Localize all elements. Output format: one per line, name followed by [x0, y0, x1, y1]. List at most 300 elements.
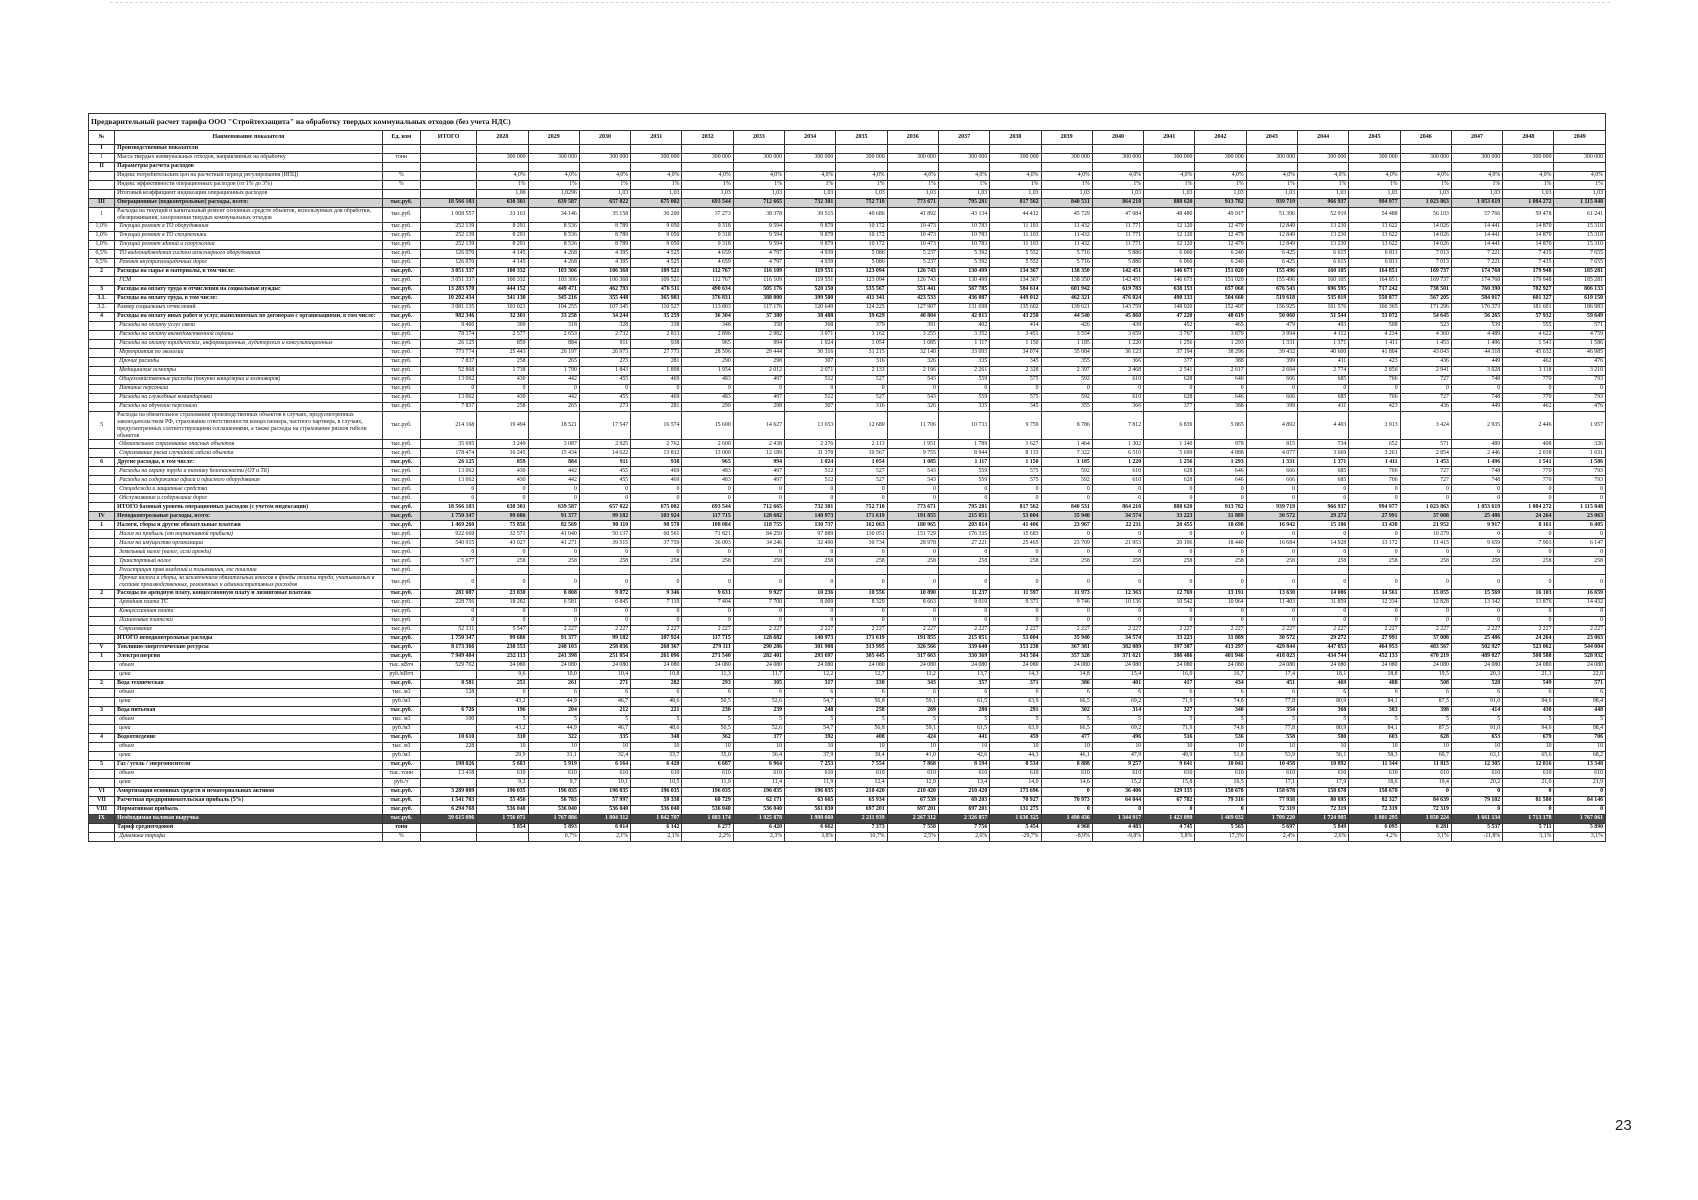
year-value-cell: 13 876 — [1503, 599, 1554, 608]
year-value-cell: 652 — [1349, 440, 1400, 449]
year-value-cell: 5 — [887, 716, 938, 725]
row-number-cell — [89, 375, 115, 384]
year-value-cell: 1 293 — [1195, 339, 1246, 348]
table-row — [89, 357, 1606, 366]
year-value-cell: 601 942 — [1041, 285, 1092, 294]
year-value-cell: 258 — [836, 557, 887, 566]
year-value-cell: 265 — [528, 402, 579, 411]
year-value-cell: 117 715 — [682, 512, 733, 521]
year-value-cell: 79 316 — [1195, 797, 1246, 806]
year-value-cell: 10 783 — [938, 222, 989, 231]
year-value-cell: 3 087 — [528, 440, 579, 449]
total-cell: 252 139 — [420, 222, 476, 231]
year-value-cell: 795 281 — [938, 199, 989, 208]
year-value-cell: 706 — [1349, 375, 1400, 384]
year-value-cell: 543 — [887, 375, 938, 384]
year-value-cell: 21,0 — [1503, 779, 1554, 788]
year-value-cell: 0 — [682, 485, 733, 494]
year-value-cell: 63,9 — [990, 725, 1041, 734]
col-header-year: 2032 — [682, 131, 733, 145]
year-value-cell: 9 050 — [631, 222, 682, 231]
year-value-cell: 0 — [938, 384, 989, 393]
year-value-cell: 6 147 — [1554, 539, 1606, 548]
year-value-cell: 1,00 — [477, 190, 528, 199]
total-cell: 13 062 — [420, 393, 476, 402]
year-value-cell: 1 724 905 — [1298, 815, 1349, 824]
indicator-name-cell: объем — [115, 716, 383, 725]
year-value-cell: 24 080 — [682, 662, 733, 671]
year-value-cell: 0 — [1041, 548, 1092, 557]
unit-cell: тыс.руб. — [382, 222, 420, 231]
year-value-cell: 1,03 — [1400, 190, 1451, 199]
year-value-cell: 261 096 — [631, 653, 682, 662]
year-value-cell: 34 574 — [1092, 635, 1143, 644]
year-value-cell: 13 653 — [785, 411, 836, 440]
year-value-cell: 3 028 — [1451, 366, 1502, 375]
year-value-cell: 693 544 — [682, 199, 733, 208]
year-value-cell — [785, 566, 836, 575]
year-value-cell: 258 — [1041, 557, 1092, 566]
year-value-cell: 592 — [1041, 467, 1092, 476]
year-value-cell: 10 279 — [1400, 530, 1451, 539]
year-value-cell: 366 — [1092, 357, 1143, 366]
year-value-cell: 558 — [1246, 734, 1297, 743]
unit-cell: тонн — [382, 824, 420, 833]
year-value-cell — [990, 163, 1041, 172]
year-value-cell: 70 927 — [990, 797, 1041, 806]
year-value-cell: 7 903 — [1503, 539, 1554, 548]
year-value-cell: 628 — [1144, 467, 1195, 476]
year-value-cell: 25 443 — [477, 348, 528, 357]
year-value-cell: 12 120 — [1144, 222, 1195, 231]
year-value-cell: 994 — [733, 458, 784, 467]
year-value-cell: 10 473 — [887, 222, 938, 231]
year-value-cell: 0 — [1041, 575, 1092, 590]
year-value-cell: 10 — [990, 743, 1041, 752]
year-value-cell: 430 — [477, 393, 528, 402]
year-value-cell: 449 — [1451, 402, 1502, 411]
year-value-cell: 806 133 — [1554, 285, 1606, 294]
year-value-cell: 1,03 — [1246, 190, 1297, 199]
year-value-cell — [477, 163, 528, 172]
indicator-name-cell: Расходы на текущий и капитальный ремонт основных средств объектов, используемых для обработки, обезвреживания, захоронения твердых коммунальных отходов — [115, 208, 383, 223]
year-value-cell: 51,8 — [1195, 752, 1246, 761]
year-value-cell: 377 — [1144, 357, 1195, 366]
unit-cell: тыс.руб. — [382, 285, 420, 294]
year-value-cell: 196 035 — [733, 788, 784, 797]
year-value-cell: 13 230 — [1298, 231, 1349, 240]
year-value-cell — [1554, 163, 1606, 172]
year-value-cell: 10,7% — [836, 833, 887, 842]
year-value-cell: 2 012 — [733, 366, 784, 375]
indicator-name-cell: объем — [115, 743, 383, 752]
year-value-cell: 74,8 — [1195, 698, 1246, 707]
year-value-cell: 449 012 — [990, 294, 1041, 303]
year-value-cell: 40 686 — [836, 208, 887, 223]
year-value-cell: 15 310 — [1554, 240, 1606, 249]
year-value-cell: 5 — [1092, 716, 1143, 725]
year-value-cell: 0 — [631, 617, 682, 626]
total-cell: 198 026 — [420, 761, 476, 770]
year-value-cell: 6 510 — [1092, 449, 1143, 458]
indicator-name-cell: Расходы на сырье и материалы, в том числе: — [115, 267, 383, 276]
year-value-cell: 4,0% — [1451, 172, 1502, 181]
year-value-cell: 0 — [631, 384, 682, 393]
year-value-cell: 3 071 — [785, 330, 836, 339]
total-cell: 1 541 703 — [420, 797, 476, 806]
year-value-cell: 0 — [1246, 575, 1297, 590]
year-value-cell: 21 952 — [1400, 521, 1451, 530]
year-value-cell: 0 — [1195, 494, 1246, 503]
total-cell: 26 125 — [420, 458, 476, 467]
year-value-cell: 2 227 — [1554, 626, 1606, 635]
year-value-cell: 56 783 — [528, 797, 579, 806]
year-value-cell: 26 973 — [579, 348, 630, 357]
year-value-cell: 335 — [579, 734, 630, 743]
year-value-cell: 462 — [1503, 402, 1554, 411]
indicator-name-cell: Расчетная предпринимательская прибыль (5%) — [115, 797, 383, 806]
year-value-cell: 30 572 — [1246, 512, 1297, 521]
year-value-cell: 1 453 — [1400, 458, 1451, 467]
col-header-year: 2039 — [1041, 131, 1092, 145]
year-value-cell: 4 268 — [528, 249, 579, 258]
year-value-cell: 196 035 — [528, 788, 579, 797]
year-value-cell: 24 080 — [1041, 662, 1092, 671]
row-number-cell: 1 — [89, 208, 115, 223]
year-value-cell: 32,4 — [579, 752, 630, 761]
year-value-cell: 43,2 — [477, 698, 528, 707]
year-value-cell: 300 000 — [1349, 154, 1400, 163]
year-value-cell: 913 782 — [1195, 503, 1246, 512]
year-value-cell — [1298, 145, 1349, 154]
year-value-cell: 204 — [528, 707, 579, 716]
year-value-cell: 10 — [1041, 743, 1092, 752]
year-value-cell: 8 329 — [836, 599, 887, 608]
year-value-cell: 1 883 174 — [682, 815, 733, 824]
col-header-total: ИТОГО — [420, 131, 476, 145]
year-value-cell: 300 000 — [785, 154, 836, 163]
year-value-cell: 488 — [1349, 680, 1400, 689]
total-cell: 0 — [420, 485, 476, 494]
year-value-cell: 6 405 — [1554, 521, 1606, 530]
year-value-cell: 610 — [1041, 770, 1092, 779]
year-value-cell: 23 063 — [1554, 635, 1606, 644]
year-value-cell: 48,6 — [631, 725, 682, 734]
total-cell: 1 750 347 — [420, 512, 476, 521]
year-value-cell — [1503, 145, 1554, 154]
year-value-cell: 679 — [1503, 734, 1554, 743]
year-value-cell: 1,03 — [990, 190, 1041, 199]
year-value-cell: 5 — [682, 716, 733, 725]
year-value-cell: 536 040 — [477, 806, 528, 815]
year-value-cell: 610 — [1144, 770, 1195, 779]
year-value-cell: 6 615 — [1298, 258, 1349, 267]
table-row — [89, 617, 1606, 626]
year-value-cell: 316 — [836, 402, 887, 411]
year-value-cell: 17,4 — [1246, 671, 1297, 680]
year-value-cell: 43 134 — [938, 208, 989, 223]
year-value-cell: 305 — [733, 680, 784, 689]
year-value-cell: 571 — [1554, 321, 1606, 330]
year-value-cell: 37 008 — [1400, 512, 1451, 521]
year-value-cell: 0 — [938, 575, 989, 590]
year-value-cell — [1144, 145, 1195, 154]
table-row — [89, 458, 1606, 467]
year-value-cell: 116 109 — [733, 267, 784, 276]
year-value-cell: 15 600 — [682, 411, 733, 440]
year-value-cell: 0 — [836, 617, 887, 626]
year-value-cell: 4,0% — [477, 172, 528, 181]
year-value-cell: 8 536 — [528, 240, 579, 249]
year-value-cell: 4 888 — [1195, 449, 1246, 458]
indicator-name-cell: Расходы по арендную плату, концессионную плату и лизинговые платежи — [115, 590, 383, 599]
year-value-cell: 465 — [1195, 321, 1246, 330]
year-value-cell: 69,2 — [1092, 698, 1143, 707]
row-number-cell — [89, 330, 115, 339]
year-value-cell: 0 — [1298, 494, 1349, 503]
year-value-cell: 90 110 — [579, 521, 630, 530]
year-value-cell: 2,1% — [579, 833, 630, 842]
year-value-cell: 0 — [1246, 530, 1297, 539]
table-row — [89, 494, 1606, 503]
table-row — [89, 163, 1606, 172]
year-value-cell: 2 446 — [1451, 449, 1502, 458]
year-value-cell: 33 223 — [1144, 512, 1195, 521]
year-value-cell: 156 925 — [1246, 303, 1297, 312]
unit-cell: тыс.руб. — [382, 548, 420, 557]
year-value-cell: 0 — [1503, 494, 1554, 503]
year-value-cell: 6 — [1298, 689, 1349, 698]
year-value-cell: 313 995 — [836, 644, 887, 653]
year-value-cell: 12 849 — [1246, 222, 1297, 231]
year-value-cell: 0 — [631, 548, 682, 557]
year-value-cell: 59 649 — [1554, 312, 1606, 321]
col-header-year: 2046 — [1400, 131, 1451, 145]
col-header-year: 2036 — [887, 131, 938, 145]
year-value-cell: 4 622 — [1503, 330, 1554, 339]
year-value-cell — [579, 566, 630, 575]
year-value-cell: 5 — [1554, 716, 1606, 725]
year-value-cell: 1,03 — [1503, 190, 1554, 199]
year-value-cell: 2 227 — [733, 626, 784, 635]
year-value-cell: 10 172 — [836, 240, 887, 249]
year-value-cell: 2 328 — [990, 366, 1041, 375]
year-value-cell: 5,8% — [1144, 833, 1195, 842]
indicator-name-cell: Земельный налог (налог, если аренда) — [115, 548, 383, 557]
year-value-cell: 0 — [1144, 608, 1195, 617]
table-row — [89, 725, 1606, 734]
year-value-cell: 6 662 — [785, 824, 836, 833]
col-header-year: 2045 — [1349, 131, 1400, 145]
year-value-cell: 452 — [1144, 321, 1195, 330]
year-value-cell: 451 — [1246, 680, 1297, 689]
total-cell: 540 915 — [420, 539, 476, 548]
year-value-cell: 8 536 — [528, 231, 579, 240]
year-value-cell: 639 587 — [528, 199, 579, 208]
year-value-cell: 10 — [631, 743, 682, 752]
year-value-cell — [887, 163, 938, 172]
table-row — [89, 806, 1606, 815]
year-value-cell: 884 — [528, 458, 579, 467]
row-number-cell: IX — [89, 815, 115, 824]
year-value-cell: 5 086 — [836, 258, 887, 267]
year-value-cell: 0 — [1092, 548, 1143, 557]
year-value-cell: 119 551 — [785, 276, 836, 285]
year-value-cell — [1349, 163, 1400, 172]
year-value-cell: 13 172 — [1349, 539, 1400, 548]
year-value-cell: 543 — [887, 476, 938, 485]
year-value-cell: 2 038 — [1503, 449, 1554, 458]
year-value-cell: 9 257 — [1092, 761, 1143, 770]
year-value-cell: 610 — [1092, 393, 1143, 402]
year-value-cell: 1% — [1400, 181, 1451, 190]
indicator-name-cell: Ремонт внутриплощадочных дорог — [115, 258, 383, 267]
year-value-cell: 5 537 — [1451, 824, 1502, 833]
year-value-cell: 0 — [1554, 575, 1606, 590]
year-value-cell: 16 684 — [1246, 539, 1297, 548]
year-value-cell: 33 223 — [1144, 635, 1195, 644]
year-value-cell: 4 268 — [528, 258, 579, 267]
year-value-cell: 0 — [733, 548, 784, 557]
year-value-cell: 1% — [1041, 181, 1092, 190]
year-value-cell: 2 438 — [733, 440, 784, 449]
unit-cell: тыс.руб. — [382, 312, 420, 321]
row-number-cell: I — [89, 145, 115, 154]
year-value-cell: 5 237 — [887, 249, 938, 258]
table-row — [89, 689, 1606, 698]
unit-cell: руб./кВтч — [382, 671, 420, 680]
year-value-cell: 39 629 — [836, 312, 887, 321]
year-value-cell: 469 — [631, 467, 682, 476]
total-cell: 0 — [420, 494, 476, 503]
table-row — [89, 833, 1606, 842]
table-row — [89, 267, 1606, 276]
year-value-cell: 17 547 — [579, 411, 630, 440]
year-value-cell: 584 017 — [1451, 294, 1502, 303]
year-value-cell: 0 — [579, 548, 630, 557]
year-value-cell: 0 — [1144, 806, 1195, 815]
year-value-cell: 365 983 — [631, 294, 682, 303]
year-value-cell: 24 080 — [1503, 662, 1554, 671]
total-cell — [420, 833, 476, 842]
year-value-cell: 414 — [990, 321, 1041, 330]
year-value-cell: 258 — [1400, 557, 1451, 566]
year-value-cell: 1 767 061 — [1554, 815, 1606, 824]
year-value-cell: 300 000 — [631, 154, 682, 163]
indicator-name-cell: Вода техническая — [115, 680, 383, 689]
year-value-cell: 0 — [1092, 485, 1143, 494]
year-value-cell: 72 319 — [1246, 806, 1297, 815]
year-value-cell: 300 000 — [1298, 154, 1349, 163]
year-value-cell: 215 051 — [938, 512, 989, 521]
year-value-cell: 386 486 — [1144, 653, 1195, 662]
year-value-cell: 0 — [1092, 608, 1143, 617]
row-number-cell: II — [89, 163, 115, 172]
year-value-cell: 109 521 — [631, 267, 682, 276]
year-value-cell: 326 — [887, 357, 938, 366]
year-value-cell: 6 — [836, 689, 887, 698]
year-value-cell: 6 — [1041, 689, 1092, 698]
year-value-cell: 497 — [733, 393, 784, 402]
year-value-cell: 1 411 — [1349, 458, 1400, 467]
year-value-cell: 258 — [938, 557, 989, 566]
year-value-cell: 2 856 — [1349, 366, 1400, 375]
year-value-cell: 738 501 — [1400, 285, 1451, 294]
year-value-cell: 37 008 — [1400, 635, 1451, 644]
year-value-cell: 9 746 — [1041, 599, 1092, 608]
col-header-year: 2047 — [1451, 131, 1502, 145]
year-value-cell: 0 — [1246, 494, 1297, 503]
year-value-cell: 113 803 — [682, 303, 733, 312]
year-value-cell: 619 783 — [1092, 285, 1143, 294]
year-value-cell — [1246, 566, 1297, 575]
year-value-cell: 965 — [682, 339, 733, 348]
year-value-cell: 5 392 — [938, 258, 989, 267]
year-value-cell: 335 — [938, 357, 989, 366]
year-value-cell: 727 — [1400, 476, 1451, 485]
year-value-cell: 307 — [785, 402, 836, 411]
table-row — [89, 698, 1606, 707]
year-value-cell: 368 — [785, 321, 836, 330]
year-value-cell: 10 — [1400, 743, 1451, 752]
year-value-cell: 795 281 — [938, 503, 989, 512]
year-value-cell: 966 937 — [1298, 199, 1349, 208]
unit-cell: руб./м3 — [382, 752, 420, 761]
year-value-cell: 24 080 — [938, 662, 989, 671]
year-value-cell: 7 812 — [1092, 411, 1143, 440]
col-header-year: 2041 — [1144, 131, 1195, 145]
year-value-cell: 53,9 — [1246, 752, 1297, 761]
year-value-cell: 124 225 — [836, 303, 887, 312]
year-value-cell: 258 — [631, 557, 682, 566]
year-value-cell: 11 378 — [785, 449, 836, 458]
year-value-cell: 657 068 — [1195, 285, 1246, 294]
row-number-cell: 2 — [89, 680, 115, 689]
year-value-cell: 2 541 — [1144, 366, 1195, 375]
year-value-cell: 411 341 — [836, 294, 887, 303]
year-value-cell: 938 — [631, 458, 682, 467]
year-value-cell: 0 — [887, 608, 938, 617]
year-value-cell: 64 044 — [1092, 797, 1143, 806]
table-row — [89, 530, 1606, 539]
year-value-cell: 15 310 — [1554, 222, 1606, 231]
year-value-cell — [1400, 566, 1451, 575]
year-value-cell: 112 767 — [682, 276, 733, 285]
row-number-cell: 4 — [89, 734, 115, 743]
year-value-cell: 1% — [938, 181, 989, 190]
year-value-cell: 0 — [836, 485, 887, 494]
year-value-cell — [938, 566, 989, 575]
year-value-cell: 357 328 — [1041, 653, 1092, 662]
year-value-cell: 1 185 — [1041, 458, 1092, 467]
year-value-cell: 9 927 — [733, 590, 784, 599]
year-value-cell: 1% — [990, 181, 1041, 190]
year-value-cell: 18 440 — [1195, 539, 1246, 548]
year-value-cell — [682, 566, 733, 575]
year-value-cell: 452 133 — [1349, 653, 1400, 662]
year-value-cell: 1% — [785, 181, 836, 190]
unit-cell: тыс.руб. — [382, 249, 420, 258]
year-value-cell: 732 381 — [785, 503, 836, 512]
year-value-cell: 258 — [1144, 557, 1195, 566]
total-cell: 13 062 — [420, 467, 476, 476]
year-value-cell: 21,9 — [1554, 779, 1606, 788]
year-value-cell: 30 572 — [1246, 635, 1297, 644]
year-value-cell: 22 211 — [1092, 521, 1143, 530]
year-value-cell: 610 — [990, 770, 1041, 779]
year-value-cell: 1 220 — [1092, 339, 1143, 348]
year-value-cell — [1298, 163, 1349, 172]
